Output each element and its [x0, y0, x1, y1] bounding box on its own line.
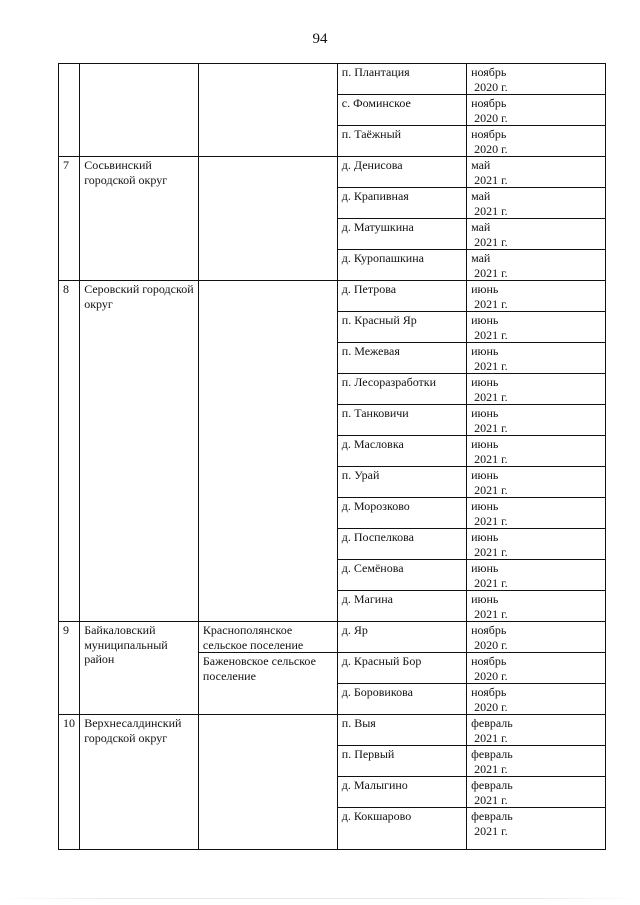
date-month: февраль	[471, 809, 513, 823]
date-cell	[467, 95, 606, 126]
date-cell	[467, 591, 606, 622]
locality-cell: п. Выя	[337, 715, 466, 746]
date-month: ноябрь	[471, 96, 507, 110]
municipality-cell: Серовский городской округ	[80, 281, 199, 622]
date-month: июнь	[471, 313, 499, 327]
scan-edge	[0, 898, 640, 899]
date-year: 2021 г.	[474, 544, 508, 559]
locality-cell: д. Боровикова	[337, 684, 466, 715]
date-cell	[467, 746, 606, 777]
date-cell	[467, 157, 606, 188]
date-cell	[467, 126, 606, 157]
date-month: ноябрь	[471, 623, 507, 637]
table-row	[59, 281, 606, 312]
date-month: июнь	[471, 344, 499, 358]
date-month: июнь	[471, 499, 499, 513]
date-year: 2020 г.	[474, 637, 508, 652]
date-year: 2021 г.	[474, 172, 508, 187]
date-cell	[467, 188, 606, 219]
row-number: 10	[59, 715, 80, 850]
settlement-cell	[198, 715, 337, 850]
locality-cell: д. Поспелкова	[337, 529, 466, 560]
date-cell	[467, 777, 606, 808]
date-year: 2021 г.	[474, 296, 508, 311]
date-cell	[467, 529, 606, 560]
date-cell	[467, 312, 606, 343]
municipality-cell: Байкаловский муниципальный район	[80, 622, 199, 715]
locality-cell: п. Таёжный	[337, 126, 466, 157]
municipality-cell: Сосьвинский городской округ	[80, 157, 199, 281]
date-month: май	[471, 189, 491, 203]
date-cell	[467, 281, 606, 312]
locality-cell: д. Куропашкина	[337, 250, 466, 281]
date-cell	[467, 343, 606, 374]
locality-cell: д. Морозково	[337, 498, 466, 529]
date-year: 2021 г.	[474, 823, 508, 838]
settlement-cell	[198, 157, 337, 281]
settlement-cell: Баженовское сельское поселение	[198, 653, 337, 715]
date-month: февраль	[471, 716, 513, 730]
date-year: 2021 г.	[474, 420, 508, 435]
date-year: 2021 г.	[474, 606, 508, 621]
locality-cell: п. Плантация	[337, 64, 466, 95]
date-month: июнь	[471, 406, 499, 420]
table-row	[59, 64, 606, 95]
date-year: 2020 г.	[474, 141, 508, 156]
date-cell	[467, 219, 606, 250]
date-year: 2021 г.	[474, 358, 508, 373]
page-number: 94	[312, 31, 328, 47]
date-cell	[467, 250, 606, 281]
date-year: 2021 г.	[474, 513, 508, 528]
date-year: 2021 г.	[474, 730, 508, 745]
date-month: июнь	[471, 561, 499, 575]
locality-cell: д. Яр	[337, 622, 466, 653]
table-row	[59, 157, 606, 188]
locality-cell: п. Красный Яр	[337, 312, 466, 343]
date-month: июнь	[471, 375, 499, 389]
row-number: 8	[59, 281, 80, 622]
locality-cell: п. Лесоразработки	[337, 374, 466, 405]
date-cell	[467, 808, 606, 850]
settlement-cell: Краснополянское сельское поселение	[198, 622, 337, 653]
date-month: май	[471, 158, 491, 172]
date-year: 2020 г.	[474, 110, 508, 125]
locality-cell: д. Денисова	[337, 157, 466, 188]
locality-cell: п. Межевая	[337, 343, 466, 374]
municipality-cell: Верхнесалдинский городской округ	[80, 715, 199, 850]
date-month: ноябрь	[471, 685, 507, 699]
date-month: февраль	[471, 778, 513, 792]
date-year: 2021 г.	[474, 389, 508, 404]
settlements-table	[58, 63, 606, 850]
date-month: ноябрь	[471, 127, 507, 141]
date-month: июнь	[471, 530, 499, 544]
settlement-cell	[198, 64, 337, 157]
date-cell	[467, 436, 606, 467]
row-number	[59, 64, 80, 157]
locality-cell: д. Матушкина	[337, 219, 466, 250]
date-month: июнь	[471, 592, 499, 606]
locality-cell: д. Петрова	[337, 281, 466, 312]
date-year: 2021 г.	[474, 575, 508, 590]
row-number: 7	[59, 157, 80, 281]
locality-cell: д. Кокшарово	[337, 808, 466, 850]
date-year: 2021 г.	[474, 327, 508, 342]
date-cell	[467, 374, 606, 405]
date-cell	[467, 715, 606, 746]
date-cell	[467, 467, 606, 498]
date-year: 2020 г.	[474, 668, 508, 683]
date-year: 2021 г.	[474, 761, 508, 776]
date-month: май	[471, 251, 491, 265]
table-row	[59, 715, 606, 746]
date-year: 2021 г.	[474, 234, 508, 249]
date-year: 2021 г.	[474, 451, 508, 466]
municipality-cell	[80, 64, 199, 157]
locality-cell: д. Семёнова	[337, 560, 466, 591]
locality-cell: д. Масловка	[337, 436, 466, 467]
date-month: февраль	[471, 747, 513, 761]
locality-cell: с. Фоминское	[337, 95, 466, 126]
date-cell	[467, 684, 606, 715]
date-month: июнь	[471, 437, 499, 451]
date-month: июнь	[471, 282, 499, 296]
settlement-cell	[198, 281, 337, 622]
locality-cell: д. Крапивная	[337, 188, 466, 219]
date-month: май	[471, 220, 491, 234]
date-cell	[467, 405, 606, 436]
date-year: 2020 г.	[474, 699, 508, 714]
locality-cell: п. Танковичи	[337, 405, 466, 436]
table-row	[59, 622, 606, 653]
locality-cell: д. Малыгино	[337, 777, 466, 808]
date-cell	[467, 498, 606, 529]
locality-cell: д. Красный Бор	[337, 653, 466, 684]
date-month: июнь	[471, 468, 499, 482]
date-month: ноябрь	[471, 65, 507, 79]
locality-cell: д. Магина	[337, 591, 466, 622]
row-number: 9	[59, 622, 80, 715]
date-year: 2021 г.	[474, 203, 508, 218]
date-year: 2021 г.	[474, 482, 508, 497]
date-cell	[467, 653, 606, 684]
date-cell	[467, 622, 606, 653]
date-year: 2021 г.	[474, 265, 508, 280]
date-cell	[467, 64, 606, 95]
locality-cell: п. Урай	[337, 467, 466, 498]
date-month: ноябрь	[471, 654, 507, 668]
date-cell	[467, 560, 606, 591]
date-year: 2020 г.	[474, 79, 508, 94]
date-year: 2021 г.	[474, 792, 508, 807]
locality-cell: п. Первый	[337, 746, 466, 777]
